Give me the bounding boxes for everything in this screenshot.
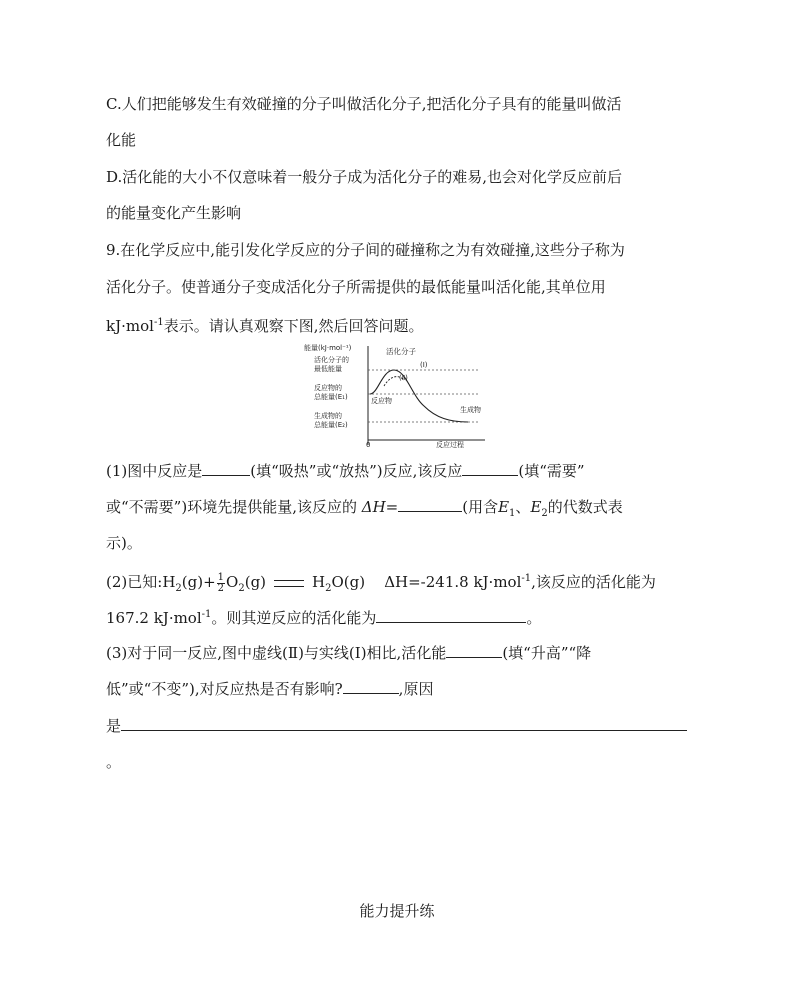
- answer-blank-3c[interactable]: [121, 716, 687, 731]
- curve-II-label: (Ⅱ): [399, 374, 408, 382]
- answer-blank-1c[interactable]: [398, 497, 462, 512]
- option-c-line-2: 化能: [106, 131, 137, 149]
- sub-question-3-line-3: 是: [106, 716, 687, 736]
- question-9-line-3: kJ·mol$^{-1}$表示。请认真观察下图,然后回答问题。: [106, 317, 424, 335]
- products-curve-label: 生成物: [460, 406, 481, 414]
- sub-question-2-line-2: 167.2 kJ·mol$^{-1}$。则其逆反应的活化能为 。: [106, 609, 542, 627]
- sub-question-3-line-1: (3)对于同一反应,图中虚线(Ⅱ)与实线(Ⅰ)相比,活化能 (填“升高”“降: [106, 644, 592, 662]
- answer-blank-3b[interactable]: [343, 679, 399, 694]
- activated-molecules-label: 活化分子: [386, 347, 416, 356]
- unit-exponent: -1: [153, 317, 164, 328]
- curve-I-label: (Ⅰ): [420, 361, 428, 369]
- answer-blank-1b[interactable]: [462, 461, 518, 476]
- sub-question-1-line-1: (1)图中反应是 (填“吸热”或“放热”)反应,该反应 (填“需要”: [106, 462, 585, 480]
- reactants-curve-label: 反应物: [371, 397, 392, 405]
- equation-sign: [274, 580, 304, 587]
- answer-blank-1a[interactable]: [202, 461, 250, 476]
- y-axis-label: 能量(kJ·mol⁻¹): [304, 344, 352, 352]
- unit-text: kJ·mol: [106, 317, 154, 335]
- x-axis-label: 反应过程: [436, 441, 464, 449]
- energy-diagram: [300, 340, 500, 450]
- curve-I-solid: [370, 370, 468, 422]
- option-c-line-1: C.人们把能够发生有效碰撞的分子叫做活化分子,把活化分子具有的能量叫做活: [106, 95, 622, 113]
- reactants-label-2: 总能量(E₁): [314, 393, 348, 401]
- question-9-line-2: 活化分子。使普通分子变成活化分子所需提供的最低能量叫活化能,其单位用: [106, 278, 606, 296]
- reactants-label-1: 反应物的: [314, 384, 342, 392]
- activated-label-1: 活化分子的: [314, 356, 349, 364]
- answer-blank-3a[interactable]: [446, 643, 502, 658]
- products-label-1: 生成物的: [314, 412, 342, 420]
- sub-question-1-line-3: 示)。: [106, 534, 142, 552]
- delta-h: ΔH=: [361, 498, 399, 516]
- products-label-2: 总能量(E₂): [314, 421, 348, 429]
- reaction-enthalpy: ΔH=-241.8 kJ·mol: [384, 573, 522, 591]
- question-9-line-1: 9.在化学反应中,能引发化学反应的分子间的碰撞称之为有效碰撞,这些分子称为: [106, 241, 625, 259]
- sub-question-3-line-2: 低”或“不变”),对反应热是否有影响? ,原因: [106, 680, 434, 698]
- sub-question-1-line-2: 或“不需要”)环境先提供能量,该反应的 ΔH= (用含$E_1$、$E_2$的代数式表: [106, 498, 623, 519]
- sub-question-2-line-1: (2)已知$:H_2(g)+$ $\frac{1}{2}$ $O_2(g)$ $H_2O(g)$ ΔH=-241.8 kJ·mol$^{-1}$,该反应的活化能为: [106, 571, 656, 594]
- option-d-line-1: D.活化能的大小不仅意味着一般分子成为活化分子的难易,也会对化学反应前后: [106, 168, 623, 186]
- fraction-one-half: $\frac{1}{2}$: [217, 571, 225, 594]
- answer-blank-2[interactable]: [376, 608, 526, 623]
- option-d-line-2: 的能量变化产生影响: [106, 204, 242, 222]
- sub-question-3-line-4: 。: [106, 753, 122, 771]
- origin-label: 0: [366, 441, 371, 449]
- section-title: 能力提升练: [359, 902, 435, 920]
- activated-label-2: 最低能量: [314, 365, 342, 373]
